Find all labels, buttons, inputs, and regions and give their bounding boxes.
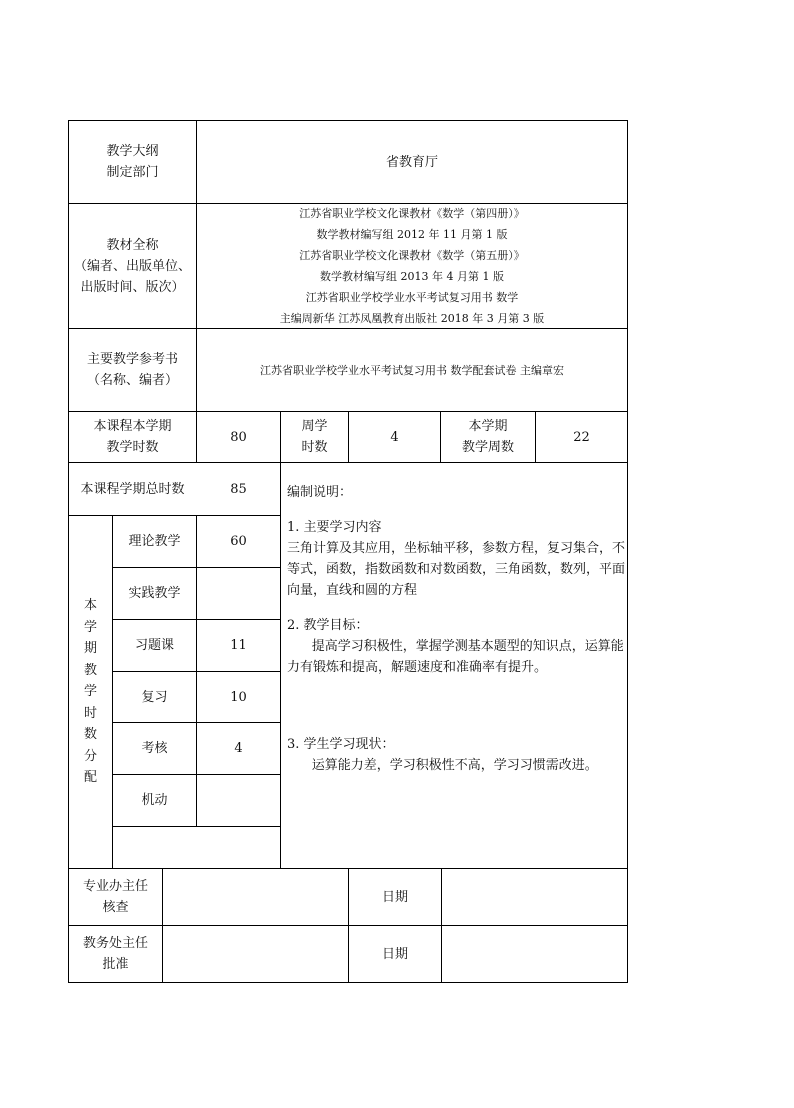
reference-label-line: 主要教学参考书 — [86, 352, 178, 367]
distribution-item-value: 60 — [230, 534, 247, 549]
textbook-line: 数学教材编写组 2013 年 4 月第 1 版 — [320, 270, 504, 283]
weekly-hours-label-line: 周学 — [301, 419, 328, 434]
distribution-item-value — [197, 568, 280, 619]
affairs-director-label — [69, 926, 162, 982]
semester-hours-label-line: 教学时数 — [106, 440, 159, 455]
side-char: 本 — [83, 598, 97, 614]
major-director-label — [69, 869, 162, 925]
major-date-value — [442, 869, 627, 925]
notes-section-body: 三角计算及其应用，坐标轴平移，参数方程，复习集合，不等式，函数，指数函数和对数函数，三角函数，数列，平面向量，直线和圆的方程 — [287, 541, 626, 598]
affairs-director-label-line: 教务处主任 — [82, 936, 148, 951]
textbook-line: 江苏省职业学校文化课教材《数学（第五册）》 — [299, 249, 525, 262]
distribution-item-label: 复习 — [141, 689, 168, 705]
side-char: 分 — [83, 748, 97, 764]
teaching-weeks-label — [441, 412, 535, 462]
rule — [112, 826, 281, 827]
textbook-label — [69, 204, 196, 328]
semester-hours-label-line: 本课程本学期 — [93, 419, 172, 434]
reference-value: 江苏省职业学校学业水平考试复习用书 数学配套试卷 主编章宏 — [260, 363, 564, 377]
affairs-director-signature — [163, 926, 348, 982]
notes-section-title: 1. 主要学习内容 — [287, 520, 382, 535]
weekly-hours-label-line: 时数 — [301, 440, 328, 455]
distribution-item-value — [197, 775, 280, 826]
distribution-item-label: 考核 — [141, 741, 168, 756]
distribution-side-label — [69, 516, 112, 868]
weekly-hours-value: 4 — [390, 429, 399, 445]
reference-label — [69, 329, 196, 411]
total-hours-value: 85 — [230, 481, 247, 497]
distribution-item-label: 实践教学 — [128, 586, 181, 601]
textbook-line: 数学教材编写组 2012 年 11 月第 1 版 — [316, 228, 508, 241]
side-char: 学 — [83, 684, 97, 700]
major-director-signature — [163, 869, 348, 925]
side-char: 数 — [83, 727, 97, 743]
affairs-date-label: 日期 — [381, 946, 408, 962]
side-char: 配 — [83, 770, 97, 786]
teaching-weeks-value: 22 — [573, 429, 590, 445]
weekly-hours-label — [281, 412, 348, 462]
dept-label-line: 制定部门 — [106, 165, 159, 180]
distribution-item-value: 4 — [234, 741, 243, 756]
rule — [280, 411, 281, 869]
distribution-item-value: 10 — [230, 689, 247, 705]
distribution-item-label: 习题课 — [134, 638, 174, 653]
affairs-date-value — [442, 926, 627, 982]
notes-section-body: 提高学习积极性，掌握学测基本题型的知识点，运算能力有锻炼和提高，解题速度和准确率有提升。 — [287, 639, 624, 675]
teaching-weeks-label-line: 教学周数 — [461, 440, 514, 455]
distribution-item-value: 11 — [230, 638, 247, 653]
reference-label-line: （名称、编者） — [86, 373, 178, 388]
textbook-value — [197, 204, 627, 328]
notes-section-title: 3. 学生学习现状： — [287, 737, 395, 752]
dept-value: 省教育厅 — [385, 154, 438, 170]
textbook-label-line: （编者、出版单位、 — [73, 258, 191, 274]
distribution-item-label: 理论教学 — [128, 534, 181, 549]
distribution-item-label: 机动 — [141, 793, 168, 808]
textbook-label-line: 教材全称 — [106, 237, 159, 253]
total-hours-label: 本课程学期总时数 — [80, 481, 185, 497]
semester-hours-value: 80 — [230, 429, 247, 445]
dept-label — [69, 121, 196, 203]
textbook-label-line: 出版时间、版次） — [80, 279, 185, 295]
compilation-notes — [287, 482, 625, 776]
textbook-line: 江苏省职业学校文化课教材《数学（第四册）》 — [299, 207, 525, 220]
notes-heading: 编制说明： — [287, 485, 353, 500]
notes-section-body: 运算能力差，学习积极性不高，学习习惯需改进。 — [311, 758, 598, 773]
major-director-label-line: 核查 — [102, 900, 129, 915]
major-date-label: 日期 — [381, 889, 408, 905]
teaching-weeks-label-line: 本学期 — [468, 419, 508, 434]
dept-label-line: 教学大纲 — [106, 144, 159, 159]
major-director-label-line: 专业办主任 — [82, 879, 148, 894]
side-char: 教 — [83, 662, 97, 678]
semester-hours-label — [69, 412, 196, 462]
notes-section-title: 2. 教学目标： — [287, 618, 369, 633]
border-right — [627, 120, 628, 983]
textbook-line: 江苏省职业学校学业水平考试复习用书 数学 — [305, 291, 519, 304]
side-char: 期 — [83, 641, 97, 657]
side-char: 时 — [83, 705, 97, 721]
side-char: 学 — [83, 619, 97, 635]
affairs-director-label-line: 批准 — [102, 957, 129, 972]
textbook-line: 主编周新华 江苏凤凰教育出版社 2018 年 3 月第 3 版 — [279, 312, 545, 325]
